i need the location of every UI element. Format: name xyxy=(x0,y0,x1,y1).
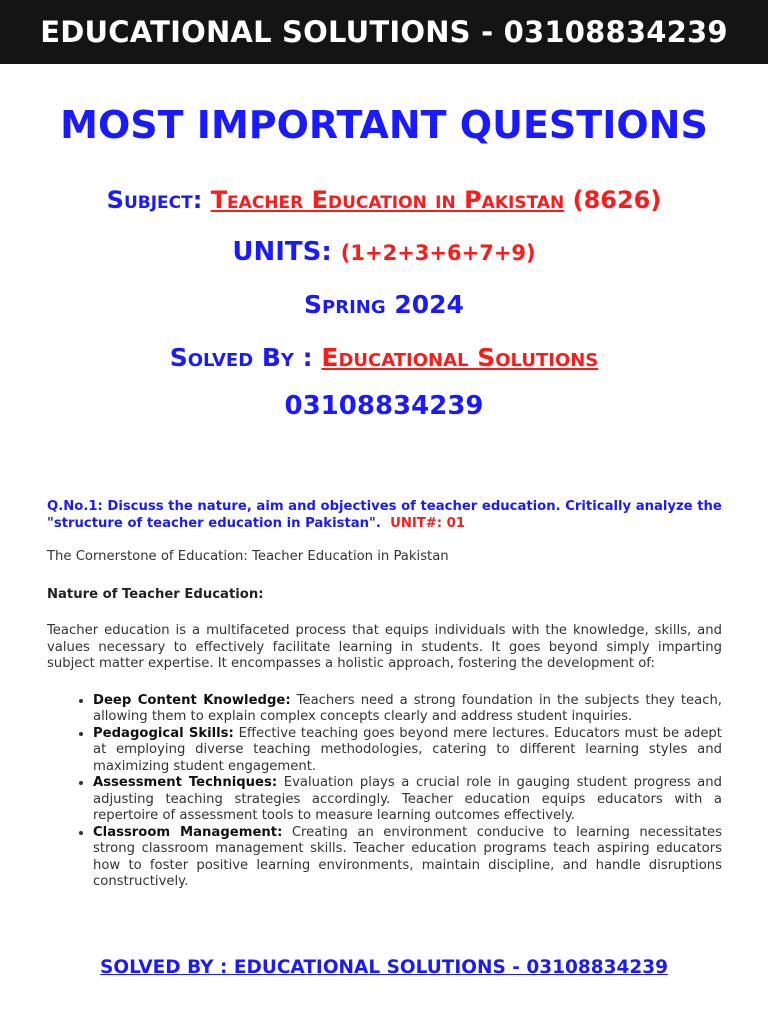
units-label: UNITS: xyxy=(232,237,332,267)
bullet-term: Assessment Techniques: xyxy=(93,775,278,790)
page-title: MOST IMPORTANT QUESTIONS xyxy=(60,103,708,147)
subject-name: Teacher Education in Pakistan xyxy=(210,186,565,214)
bullet-text: Effective teaching goes beyond mere lectures. Educators must be adept at employing diverse teaching methodologies, catering to different learning styles and maximizing student engagement. xyxy=(93,725,722,774)
intro-paragraph: Teacher education is a multifaceted process that equips individuals with the knowledge, skills, and values necessary to effectively facilitate learning in students. It goes beyond simply imparting subject matter expertise. It encompasses a holistic approach, fostering the development of: xyxy=(47,623,722,671)
bullet-list xyxy=(47,693,722,891)
subject-label: Subject: xyxy=(106,186,203,214)
solved-by-label: Solved By : xyxy=(169,343,313,372)
bullet-term: Classroom Management: xyxy=(93,824,283,840)
question-unit: UNIT#: 01 xyxy=(390,515,466,531)
bullet-text: Creating an environment conducive to learning necessitates strong classroom management skills. Teacher education programs teach aspiring educators how to foster positive learning environments, maintain discipline, and handle disruptions constructively. xyxy=(93,824,722,889)
subject-line xyxy=(0,186,768,214)
section-subtitle: The Cornerstone of Education: Teacher Education in Pakistan xyxy=(47,549,449,564)
footer-credit: SOLVED BY : EDUCATIONAL SOLUTIONS - 03108834239 xyxy=(100,957,668,978)
section-heading: Nature of Teacher Education: xyxy=(47,586,264,602)
banner-text: EDUCATIONAL SOLUTIONS - 03108834239 xyxy=(40,15,728,49)
units-line xyxy=(0,237,768,267)
phone-number: 03108834239 xyxy=(284,391,484,421)
list-item xyxy=(93,775,722,825)
subject-code: (8626) xyxy=(572,186,662,214)
units-value: (1+2+3+6+7+9) xyxy=(340,241,536,265)
question-text: Q.No.1: Discuss the nature, aim and objectives of teacher education. Critically analyze the "structure of teacher education in Pakistan". xyxy=(47,499,722,531)
bullet-term: Pedagogical Skills: xyxy=(93,725,234,741)
semester-season: Spring xyxy=(304,290,386,319)
bullet-text: Evaluation plays a crucial role in gauging student progress and adjusting teaching strategies accordingly. Teacher education equips educators with a repertoire of assessment tools to measure learning outcomes effectively. xyxy=(93,775,722,823)
question-heading xyxy=(47,499,722,532)
solved-by-name: Educational Solutions xyxy=(321,343,599,372)
list-item xyxy=(93,693,722,726)
semester-year: 2024 xyxy=(394,290,464,319)
document-body xyxy=(47,499,722,891)
header-banner xyxy=(0,0,768,64)
semester-line xyxy=(0,290,768,319)
bullet-term: Deep Content Knowledge: xyxy=(93,692,291,708)
solved-by-line xyxy=(0,343,768,372)
bullet-text: Teachers need a strong foundation in the subjects they teach, allowing them to explain complex concepts clearly and address student inquiries. xyxy=(93,692,722,724)
list-item xyxy=(93,726,722,776)
list-item xyxy=(93,825,722,891)
